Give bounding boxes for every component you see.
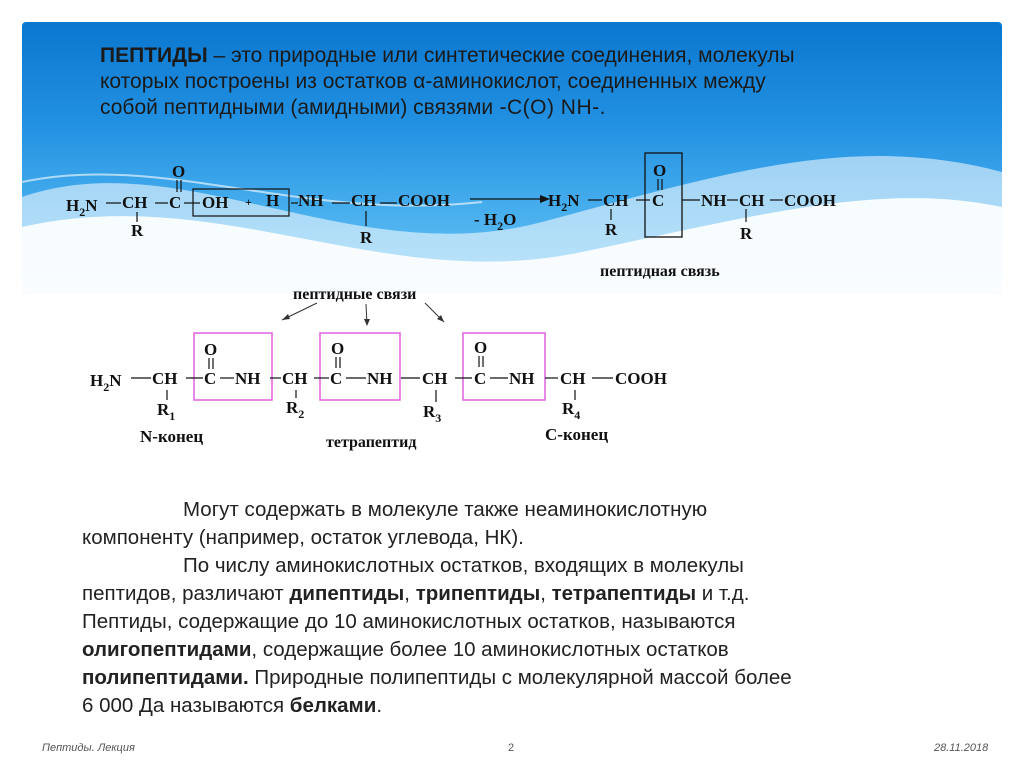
term-proteins: белками	[289, 694, 377, 717]
product-r1: R	[605, 220, 618, 239]
reactant-nh: NH	[298, 191, 324, 210]
term-dipeptides: дипептиды	[289, 582, 405, 605]
tp-r2: $R_2$	[286, 398, 305, 421]
reactant-c1: C	[169, 193, 182, 212]
page-number: 2	[508, 742, 515, 754]
tp-c2: C	[330, 369, 343, 388]
tp-nh2: NH	[367, 369, 393, 388]
paragraph-proteins: 6 000 Да называются белками.	[82, 694, 383, 717]
reactant-oh: OH	[202, 193, 229, 212]
tp-c1: C	[204, 369, 217, 388]
product-o: O	[653, 161, 667, 180]
tp-o3: O	[474, 338, 488, 357]
tp-nh1: NH	[235, 369, 261, 388]
paragraph-composition-cont: компоненту (например, остаток углевода, НК).	[82, 526, 524, 549]
tp-h2n: $H_2N$	[90, 371, 122, 394]
plus-sign: +	[245, 195, 252, 209]
tp-r4: $R_4$	[562, 399, 581, 422]
reactant-r2: R	[360, 228, 373, 247]
product-ch2: CH	[739, 191, 765, 210]
definition-bond-formula: -C(O) NH-.	[493, 96, 606, 119]
condensation-reaction	[66, 153, 836, 280]
reactant-o1: O	[172, 162, 186, 181]
paragraph-composition: Могут содержать в молекуле также неаминокислотную	[183, 498, 708, 521]
product-nh: NH	[701, 191, 727, 210]
reactant-ch1: CH	[122, 193, 148, 212]
tp-o1: O	[204, 340, 218, 359]
term-polypeptides: полипептидами.	[82, 666, 249, 689]
c-terminus-label: C-конец	[545, 425, 609, 444]
paragraph-oligo: Пептиды, содержащие до 10 аминокислотных остатков, называются	[82, 610, 736, 633]
tp-ch4: CH	[560, 369, 586, 388]
product-c: C	[652, 191, 665, 210]
peptide-description	[82, 496, 952, 720]
paragraph-classification: По числу аминокислотных остатков, входящих в молекулы	[183, 554, 744, 577]
reactant-r1: R	[131, 221, 144, 240]
peptide-bond-label: пептидная связь	[600, 263, 720, 280]
footer-title: Пептиды. Лекция	[42, 742, 135, 754]
tp-ch2: CH	[282, 369, 308, 388]
product-r2: R	[740, 224, 753, 243]
n-terminus-label: N-конец	[140, 427, 204, 446]
definition-line3: собой пептидными (амидными) связями	[100, 96, 494, 119]
reactant-cooh: COOH	[398, 191, 450, 210]
reactant-h: H	[266, 191, 280, 210]
tp-o2: O	[331, 339, 345, 358]
water-loss: - $H_2O$	[474, 210, 517, 233]
tp-nh3: NH	[509, 369, 535, 388]
product-cooh: COOH	[784, 191, 836, 210]
definition-line2: которых построены из остатков α-аминокислот, соединенных между	[100, 70, 766, 93]
tp-r3: $R_3$	[423, 402, 442, 425]
footer-date: 28.11.2018	[934, 742, 989, 754]
tp-cooh: COOH	[615, 369, 667, 388]
paragraph-oligo-cont: олигопептидами, содержащие более 10 аминокислотных остатков	[82, 638, 729, 661]
tp-ch1: CH	[152, 369, 178, 388]
term-tripeptides: трипептиды	[415, 582, 541, 605]
paragraph-classification-cont: пептидов, различают дипептиды, трипептиды, тетрапептиды и т.д.	[82, 582, 750, 605]
tp-r1: $R_1$	[157, 400, 176, 423]
peptide-bonds-label: пептидные связи	[293, 286, 417, 303]
paragraph-poly: полипептидами. Природные полипептиды с молекулярной массой более	[82, 666, 792, 689]
term-tetrapeptides: тетрапептиды	[551, 582, 697, 605]
term-oligopeptides: олигопептидами	[82, 638, 252, 661]
definition-line1: – это природные или синтетические соединения, молекулы	[207, 44, 795, 67]
product-ch1: CH	[603, 191, 629, 210]
product-h2n: $H_2N$	[548, 191, 580, 214]
tp-c3: C	[474, 369, 487, 388]
tp-ch3: CH	[422, 369, 448, 388]
definition-term: ПЕПТИДЫ	[100, 44, 208, 67]
reactant-h2n: $H_2N$	[66, 196, 98, 219]
tetrapeptide-label: тетрапептид	[326, 434, 417, 451]
tetrapeptide-structure	[90, 286, 667, 451]
reactant-ch2: CH	[351, 191, 377, 210]
